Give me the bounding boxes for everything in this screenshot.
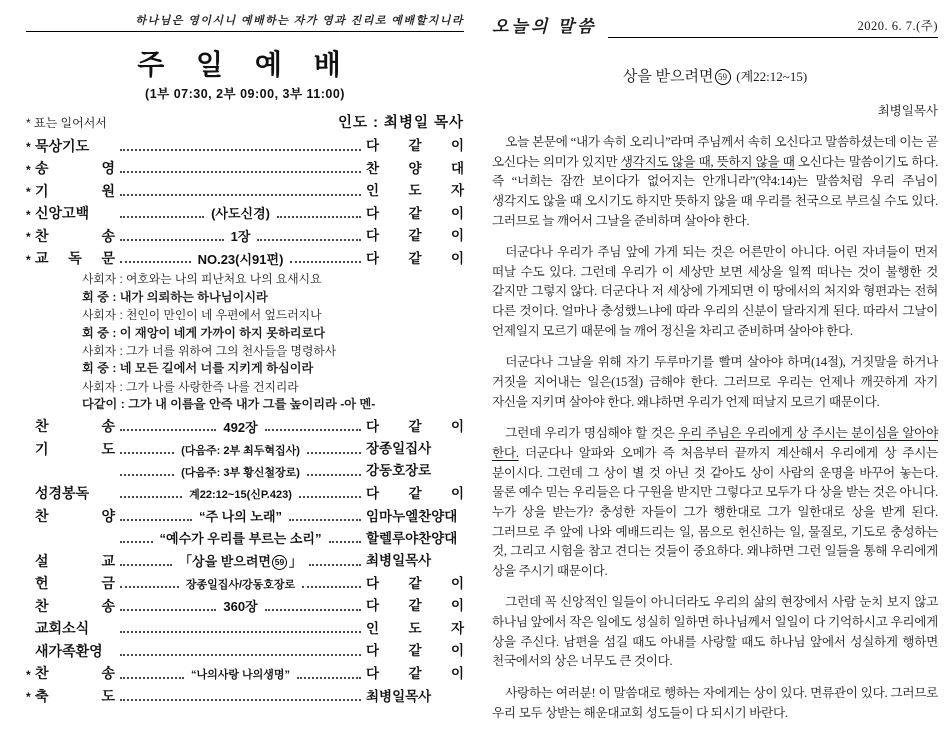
dotted-leader <box>120 564 172 566</box>
dotted-leader <box>307 452 361 454</box>
order-item-label: 찬 송 <box>35 665 115 682</box>
dotted-leader <box>120 452 174 454</box>
order-item-person: 할렐루야찬양대 <box>366 530 458 546</box>
dotted-leader <box>302 586 361 588</box>
underlined-text: 생각지도 않을 때, 뜻하지 않을 때 <box>620 154 795 169</box>
order-item-label: 기 원 <box>35 182 115 199</box>
text-segment: 더군다나 우리가 주님 앞에 가게 되는 것은 어른만이 아니다. 어린 자녀들이 먼저 떠날 수도 있다. 그런데 우리가 이 세상만 보면 세상을 일찍 떠나는 것이 불행한 것 같지만 그렇지 않다. 더군다나 저 세상에 가게되면 이 땅에서의 처지와 형편과는 전혀 다른 것이다. 얼마나 충성했느냐에 따라 우리의 신분이 달라지게 된다. 따라서 그날이 언제일지 모르기 때문에 늘 깨어 정신을 차리고 준비하며 살아야 한다. <box>492 245 938 338</box>
order-row <box>26 441 464 458</box>
order-item-person: 다 같 이 <box>366 666 465 682</box>
order-row <box>26 620 464 637</box>
section-title: 오늘의 말씀 <box>492 17 597 36</box>
order-list-bottom <box>26 418 464 705</box>
dotted-leader <box>120 609 216 611</box>
sermon-body <box>492 133 938 723</box>
order-item-label: 성경봉독 <box>35 485 90 502</box>
dotted-leader <box>290 261 361 263</box>
order-row <box>26 205 464 222</box>
order-item-label: 찬 송 <box>35 418 115 435</box>
sermon-page <box>492 12 938 735</box>
order-item-label: 교회소식 <box>35 620 90 637</box>
dotted-leader <box>297 677 361 679</box>
order-item-person: 다 같 이 <box>366 418 464 434</box>
order-row <box>26 508 464 525</box>
order-row <box>26 688 464 705</box>
sermon-series-number: 59 <box>715 69 731 85</box>
order-item-label: 찬 양 <box>35 507 115 524</box>
dotted-leader <box>120 149 361 151</box>
dotted-leader <box>299 496 361 498</box>
order-item-detail: “주 나의 노래” <box>199 509 283 525</box>
order-row <box>26 598 464 615</box>
text-segment: 사랑하는 여러분! 이 말씀대로 행하는 자에게는 상이 있다. 면류관이 있다. 그러므로 우리 모두 상받는 해운대교회 성도들이 다 되시기 바란다. <box>492 686 938 720</box>
order-row <box>26 138 464 155</box>
text-segment: 오늘 본문에 “내가 속히 오리니”라며 주님께서 속히 오신다고 말씀하셨는데 이는 곧 오신다는 의미가 있지만 <box>492 135 938 169</box>
sermon-paragraph <box>492 684 938 723</box>
sermon-paragraph <box>492 133 938 231</box>
reading-line: 다같이 : 그가 내 이름을 안즉 내가 그를 높이리라 -아 멘- <box>82 397 376 412</box>
order-item-label: 설 교 <box>35 552 115 569</box>
sermon-paragraph <box>492 424 938 581</box>
reading-line: 회 중 : 내가 의뢰하는 하나님이시라 <box>82 290 268 305</box>
order-item-detail: 계22:12~15(신P.423) <box>189 489 292 502</box>
order-item-detail: NO.23(시91편) <box>197 251 284 267</box>
order-item-person: 강동호장로 <box>366 463 432 479</box>
order-row <box>26 183 464 200</box>
stand-asterisk: * <box>26 185 31 200</box>
order-item-person: 장종일집사 <box>366 441 432 457</box>
order-item-detail: 장종일집사/강동호장로 <box>185 578 296 591</box>
order-item-person: 다 같 이 <box>366 205 465 221</box>
dotted-leader <box>257 239 361 241</box>
sermon-header <box>492 12 938 38</box>
worship-order-page <box>26 12 464 705</box>
text-segment: 그런데 우리가 명심해야 할 것은 <box>505 426 679 441</box>
order-row <box>26 228 464 245</box>
order-row <box>26 531 464 547</box>
stand-asterisk: * <box>26 139 31 154</box>
service-leader: 인도 : 최병일 목사 <box>338 115 464 131</box>
reading-line: 사회자 : 천인이 만인이 네 우편에서 엎드러지나 <box>82 308 322 323</box>
sermon-title-text: 상을 받으려면 <box>622 69 714 85</box>
dotted-leader <box>120 541 153 543</box>
dotted-leader <box>120 171 361 173</box>
dotted-leader <box>120 496 182 498</box>
dotted-leader <box>120 194 361 196</box>
dotted-leader <box>120 519 192 521</box>
sermon-series-number: 59 <box>272 555 287 570</box>
reading-line: 회 중 : 이 재앙이 네게 가까이 하지 못하리로다 <box>82 325 326 340</box>
bulletin-date: 2020. 6. 7.(주) <box>857 19 938 33</box>
stand-asterisk: * <box>26 162 31 177</box>
order-item-detail: “나의사랑 나의생명” <box>190 669 291 682</box>
responsive-reading <box>82 272 464 412</box>
dotted-leader <box>120 699 361 701</box>
header-rule <box>608 16 938 38</box>
dotted-leader <box>120 261 191 263</box>
order-row <box>26 575 464 592</box>
dotted-leader <box>277 216 361 218</box>
text-segment: 더군다나 알파와 오메가 즉 처음부터 끝까지 계산해서 우리에게 상 주시는 분이시다. 그런데 그 상이 별 것 아닌 것 같아도 상이 사람의 운명을 바꾸어 놓는다. 물론 예수 믿는 우리들은 다 구원을 받지만 그렇다고 모두가 다 상을 받는 것은 아니다. 누가 상을 받는가? 충성한 자들이 그가 행한대로 그가 일한대로 상을 받게 된다. 그러므로 주 앞에 나와 예배드리는 일, 몸으로 헌신하는 일, 물질로, 기도로 충성하는 것, 그리고 시험을 참고 견디는 것들이 중요하다. 왜냐하면 그런 일들을 통해 우리에게 상을 주시기 때문이다. <box>492 445 938 578</box>
underlined-text: 우리 주님은 우리에게 상 주시는 분이심을 알아야 한다. <box>492 426 938 460</box>
reading-line: 사회자 : 그가 너를 위하여 그의 천사들을 명령하사 <box>82 343 337 358</box>
order-row <box>26 643 464 660</box>
dotted-leader <box>307 474 361 476</box>
order-item-detail: “예수가 우리를 부르는 소리” <box>159 531 322 547</box>
text-segment: 더군다나 그날을 위해 자기 두루마기를 빨며 살아야 하며(14절), 거짓말을 하거나 거짓을 지어내는 일은(15절) 금해야 한다. 그러므로 우리는 언제나 깨끗하게 자기 자신을 지키며 살아야 한다. 왜냐하면 우리가 언제 떠날지 모르기 때문이다. <box>492 355 938 409</box>
reading-line: 회 중 : 네 모든 길에서 너를 지키게 하심이라 <box>82 361 314 376</box>
order-item-label: 헌 금 <box>35 575 115 592</box>
dotted-leader <box>120 631 361 633</box>
dotted-leader <box>120 239 224 241</box>
order-item-detail <box>177 554 304 570</box>
order-item-detail: 360장 <box>223 598 258 614</box>
dotted-leader <box>309 564 361 566</box>
order-row <box>26 553 464 570</box>
stand-asterisk: * <box>26 252 31 267</box>
order-item-detail: (다음주: 3부 황신철장로) <box>181 466 300 479</box>
dotted-leader <box>120 586 179 588</box>
text-segment: 오신다는 말씀이기도 하다. 즉 “너희는 잠깐 보이다가 없어지는 안개니라”(약4:14)는 말씀처럼 우리 주님이 생각지도 않을 때 오시기도 하지만 뜻하지 않을 때 우리를 천국으로 부르실 수도 있다. 그러므로 늘 깨어서 그날을 준비하며 살아야 한다. <box>492 154 939 228</box>
order-row <box>26 418 464 435</box>
order-item-label: 기 도 <box>35 440 115 457</box>
order-item-person: 인 도 자 <box>366 620 464 636</box>
order-item-person: 다 같 이 <box>366 643 464 659</box>
sermon-author: 최병일목사 <box>877 104 938 118</box>
order-row <box>26 665 464 682</box>
service-times: (1부 07:30, 2부 09:00, 3부 11:00) <box>145 87 345 101</box>
order-item-person: 최병일목사 <box>366 688 432 704</box>
scripture-motto: 하나님은 영이시니 예배하는 자가 영과 진리로 예배할지니라 <box>26 12 464 32</box>
order-item-label: 묵상기도 <box>35 137 90 154</box>
order-item-label: 찬 송 <box>35 227 115 244</box>
text-segment: 그런데 꼭 신앙적인 일들이 아니더라도 우리의 삶의 현장에서 사람 눈치 보지 않고 하나님 앞에서 작은 일에도 성실히 일하면 하나님께서 일일이 다 기억하시고 우리에게 상을 주신다. 남편을 섬길 때도 아내를 사랑할 때도 하나님 앞에서 성실하게 행하면 천국에서의 상은 너무도 큰 것이다. <box>492 595 938 669</box>
order-item-person: 다 같 이 <box>366 228 465 244</box>
order-item-detail: 492장 <box>223 419 258 435</box>
dotted-leader <box>120 429 216 431</box>
order-item-label: 찬 송 <box>35 597 115 614</box>
order-row <box>26 250 464 267</box>
sermon-paragraph <box>492 353 938 412</box>
order-item-label: 축 도 <box>35 688 115 704</box>
order-item-person: 다 같 이 <box>366 486 465 502</box>
order-item-label: 교 독 문 <box>35 250 115 267</box>
stand-asterisk: * <box>26 667 31 682</box>
order-item-person: 다 같 이 <box>366 575 465 591</box>
dotted-leader <box>120 216 204 218</box>
order-item-label: 송 영 <box>35 160 115 177</box>
dotted-leader <box>120 654 361 656</box>
dotted-leader <box>265 429 361 431</box>
order-row <box>26 160 464 177</box>
dotted-leader <box>120 474 174 476</box>
order-item-detail: 1장 <box>230 229 251 245</box>
sermon-paragraph <box>492 593 938 672</box>
order-item-person: 찬 양 대 <box>366 160 464 176</box>
order-item-person: 임마누엘찬양대 <box>366 508 458 524</box>
reading-line: 사회자 : 여호와는 나의 피난처요 나의 요새시요 <box>82 272 322 287</box>
order-item-person: 인 도 자 <box>366 183 464 199</box>
order-item-label: 신앙고백 <box>35 205 90 222</box>
note-row <box>26 111 464 132</box>
page-title: 주 일 예 배 <box>137 49 353 80</box>
order-item-person: 다 같 이 <box>366 598 464 614</box>
dotted-leader <box>289 519 361 521</box>
sermon-title <box>492 65 938 86</box>
dotted-leader <box>265 609 361 611</box>
sermon-title-ref: 「상을 받으려면 <box>179 553 271 569</box>
dotted-leader <box>120 677 184 679</box>
order-item-label: 새가족환영 <box>35 642 103 659</box>
order-row <box>26 463 464 479</box>
order-item-detail: (다음주: 2부 최두혁집사) <box>181 444 300 457</box>
stand-note: * 표는 일어서서 <box>26 116 107 130</box>
order-item-person: 다 같 이 <box>366 251 464 266</box>
stand-asterisk: * <box>26 207 31 222</box>
sermon-paragraph <box>492 243 938 341</box>
order-item-detail: (사도신경) <box>211 206 270 222</box>
order-item-person: 최병일목사 <box>366 553 432 569</box>
closing-bracket: 」 <box>288 553 302 569</box>
sermon-scripture: (계22:12~15) <box>736 69 808 84</box>
dotted-leader <box>329 541 362 543</box>
order-row <box>26 485 464 502</box>
order-item-person: 다 같 이 <box>366 138 464 154</box>
reading-line: 사회자 : 그가 나를 사랑한즉 나를 건지리라 <box>82 379 299 394</box>
stand-asterisk: * <box>26 690 31 705</box>
stand-asterisk: * <box>26 230 31 245</box>
order-list-top <box>26 138 464 268</box>
